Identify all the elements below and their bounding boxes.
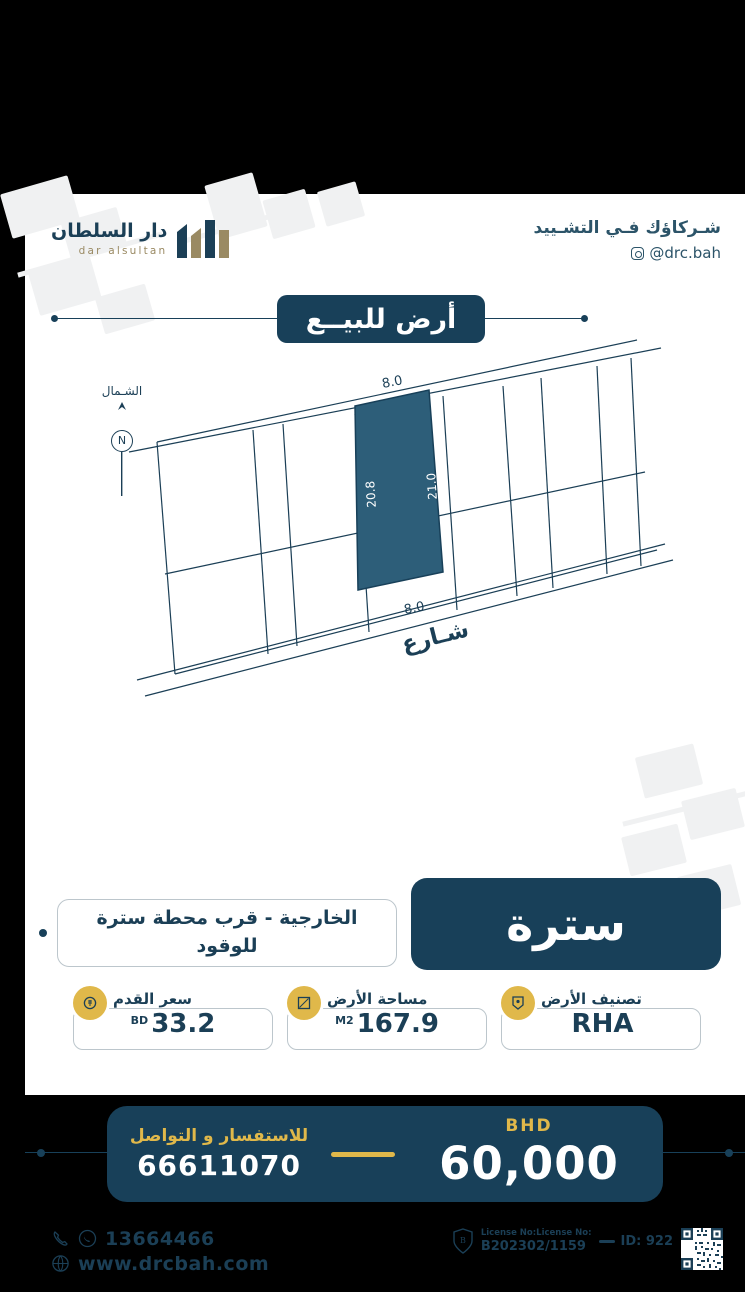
stat-label: مساحة الأرض [327,990,428,1008]
license-number: B202302/1159 [480,1239,586,1254]
price-separator [331,1152,395,1157]
title-rule-left [485,318,585,319]
price-badge-icon [73,986,107,1020]
price-dot-left [725,1149,733,1157]
dim-top: 8.0 [380,373,404,392]
dim-right: 21.0 [424,472,440,501]
listing-id-block [599,1234,674,1249]
brand-logo [51,216,231,260]
screenshot-frame [25,0,745,1280]
stat-label: تصنيف الأرض [541,990,642,1008]
stat-value: 167.9 [356,1009,439,1039]
brand-name-en: dar alsultan [78,244,168,257]
tag-badge-icon [501,986,535,1020]
id-divider [599,1240,615,1243]
price-amount: 60,000 [439,1137,619,1190]
brand-name-ar: دار السلطان [51,219,168,242]
title-dot-right [51,315,58,322]
footer-contact [51,1226,269,1276]
stat-label: سعر القدم [113,990,192,1008]
compass-letter: N [111,430,133,452]
title-dot-left [581,315,588,322]
svg-text:B: B [459,1236,466,1245]
instagram-icon [631,247,644,260]
stat-unit: BD [130,1014,149,1027]
social-tagline: شـركاؤك فـي التشـييد [533,218,721,238]
location-description: الخارجية - قرب محطة سترة للوقود [57,899,397,967]
footer-website-row[interactable] [51,1251,269,1276]
compass-arrow-icon [116,400,128,426]
page-title: أرض للبيــع [277,295,485,343]
stat-unit: M2 [335,1014,354,1027]
stat-value: 33.2 [151,1009,216,1039]
price-block [395,1118,663,1190]
social-block [534,218,721,262]
contact-phone[interactable]: 66611070 [137,1149,301,1182]
stat-land-classification [501,986,701,1050]
price-bar [107,1106,663,1202]
area-badge-icon [287,986,321,1020]
price-dot-right [37,1149,45,1157]
price-currency: BHD [505,1116,553,1136]
social-handle-row[interactable] [534,244,721,262]
street-label: شـارع [399,616,472,659]
dim-left: 20.8 [363,480,379,509]
qr-code-icon[interactable] [681,1228,723,1270]
region-name: سترة [411,878,721,970]
stats-row [25,986,745,1076]
phone-icon [51,1229,70,1248]
stat-value-box [73,1008,273,1050]
contact-block[interactable] [107,1126,331,1182]
title-rule-right [57,318,277,319]
footer-phone-row[interactable] [51,1226,269,1251]
stat-land-area [287,986,487,1050]
globe-icon [51,1254,70,1273]
compass-stem-icon [121,452,123,496]
desc-dot [39,929,47,937]
footer-website: www.drcbah.com [78,1252,270,1275]
listing-card [25,194,745,1275]
license-caption: License No:License No: [480,1228,592,1238]
dar-alsultan-logo-icon [175,216,231,260]
contact-label: للاستفسار و التواصل [129,1126,309,1146]
footer [25,1222,745,1292]
stat-value: RHA [571,1009,634,1039]
listing-id: ID: 922 [620,1233,673,1249]
stat-value-box [287,1008,487,1050]
shield-icon [452,1228,474,1254]
compass-label: الشـمال [101,384,143,398]
compass [87,384,157,496]
license-block [452,1228,673,1254]
stat-value-box [501,1008,701,1050]
dim-bottom: 8.0 [402,599,426,618]
stat-price-per-foot [73,986,273,1050]
footer-phone: 13664466 [105,1227,215,1250]
social-handle: @drc.bah [649,244,721,262]
whatsapp-icon [78,1229,97,1248]
